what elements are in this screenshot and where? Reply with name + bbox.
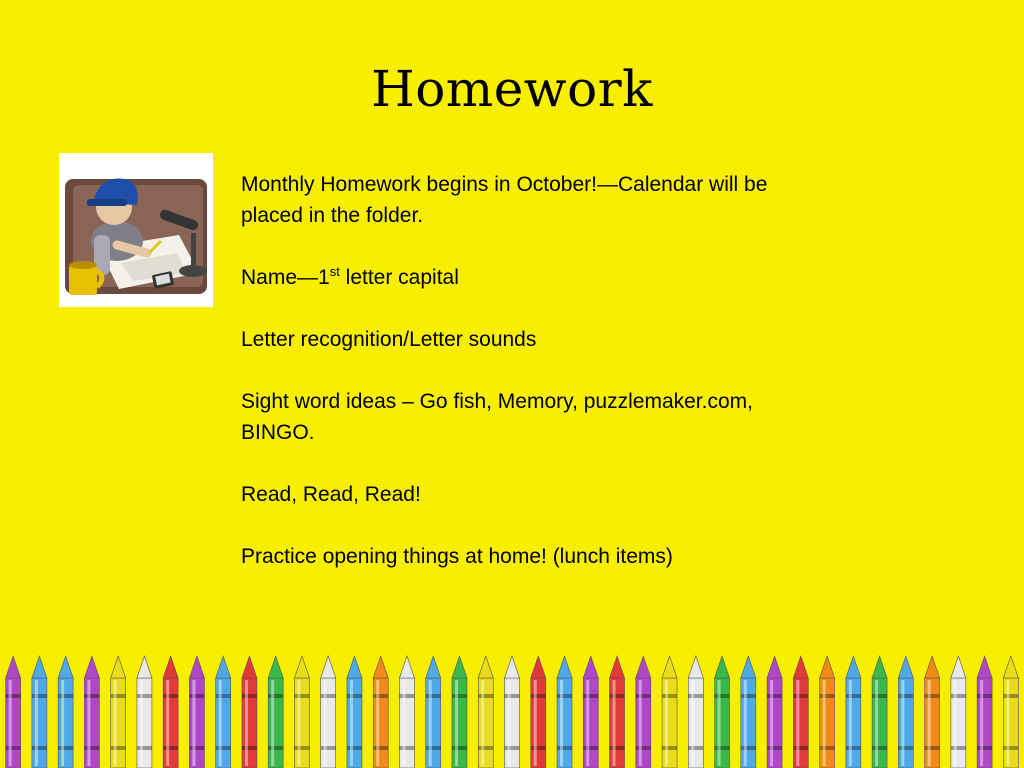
crayon-icon — [793, 656, 808, 768]
crayon-icon — [925, 656, 940, 768]
note-practice-opening: Practice opening things at home! (lunch items) — [241, 545, 673, 568]
crayon-icon — [189, 656, 204, 768]
crayon-icon — [111, 656, 126, 768]
crayon-icon — [294, 656, 309, 768]
crayon-icon — [767, 656, 782, 768]
crayon-icon — [32, 656, 47, 768]
crayon-icon — [662, 656, 677, 768]
crayon-icon — [977, 656, 992, 768]
crayon-icon — [426, 656, 441, 768]
crayon-icon — [557, 656, 572, 768]
note-name-superscript: st — [329, 264, 340, 279]
note-name-capital — [241, 262, 831, 293]
crayon-icon — [688, 656, 703, 768]
crayon-icon — [951, 656, 966, 768]
crayon-icon — [84, 656, 99, 768]
crayon-icon — [321, 656, 336, 768]
crayon-icon — [373, 656, 388, 768]
crayon-icon — [399, 656, 414, 768]
slide-title: Homework — [371, 60, 653, 118]
note-letter-recognition: Letter recognition/Letter sounds — [241, 328, 537, 351]
crayon-icon — [583, 656, 598, 768]
crayon-icon — [347, 656, 362, 768]
crayon-icon — [898, 656, 913, 768]
note-read: Read, Read, Read! — [241, 483, 421, 506]
note-name-prefix: Name—1 — [241, 266, 330, 289]
crayon-row-border — [0, 650, 1024, 768]
crayon-icon — [137, 656, 152, 768]
crayon-icon — [610, 656, 625, 768]
crayon-icon — [531, 656, 546, 768]
homework-notes — [241, 169, 831, 603]
crayon-icon — [872, 656, 887, 768]
crayon-icon — [846, 656, 861, 768]
crayon-icon — [478, 656, 493, 768]
crayon-icon — [715, 656, 730, 768]
note-monthly-homework: Monthly Homework begins in October!—Calendar will be placed in the folder. — [241, 173, 768, 227]
student-writing-homework-icon — [59, 153, 213, 307]
crayon-icon — [741, 656, 756, 768]
crayon-icon — [6, 656, 21, 768]
crayon-icon — [820, 656, 835, 768]
crayon-icon — [1003, 656, 1018, 768]
crayon-icon — [216, 656, 231, 768]
note-name-suffix: letter capital — [339, 266, 459, 289]
crayon-icon — [505, 656, 520, 768]
crayon-icon — [636, 656, 651, 768]
crayon-icon — [242, 656, 257, 768]
crayon-icon — [268, 656, 283, 768]
crayon-icon — [452, 656, 467, 768]
crayon-icon — [163, 656, 178, 768]
crayon-icon — [58, 656, 73, 768]
note-sight-words: Sight word ideas – Go fish, Memory, puzzlemaker.com, BINGO. — [241, 390, 753, 444]
